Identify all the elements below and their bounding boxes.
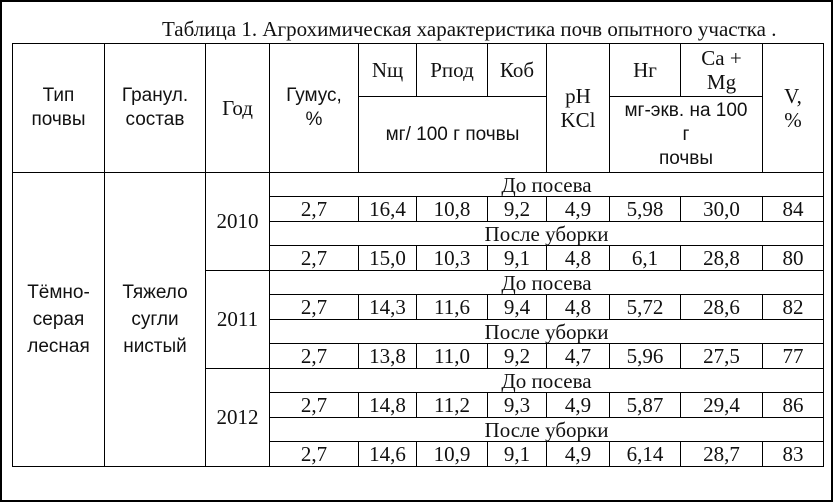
camg-value: 28,6 [681, 295, 763, 320]
p-value: 11,6 [417, 295, 488, 320]
k-value: 9,2 [488, 197, 547, 222]
n-value: 14,6 [359, 442, 417, 467]
k-value: 9,4 [488, 295, 547, 320]
v-value: 84 [763, 197, 824, 222]
hg-value: 5,96 [610, 344, 681, 369]
stage-label: После уборки [270, 418, 824, 442]
p-value: 11,0 [417, 344, 488, 369]
v-value: 77 [763, 344, 824, 369]
humus-value: 2,7 [270, 246, 359, 271]
ph-value: 4,8 [547, 295, 610, 320]
n-value: 14,3 [359, 295, 417, 320]
camg-value: 30,0 [681, 197, 763, 222]
n-value: 13,8 [359, 344, 417, 369]
hg-value: 5,72 [610, 295, 681, 320]
k-value: 9,2 [488, 344, 547, 369]
n-value: 14,8 [359, 393, 417, 418]
p-value: 10,3 [417, 246, 488, 271]
header-year: Год [206, 44, 270, 173]
hg-value: 6,1 [610, 246, 681, 271]
header-n: Nщ [359, 44, 417, 97]
ph-value: 4,9 [547, 197, 610, 222]
stage-label: До посева [270, 271, 824, 295]
hg-value: 5,98 [610, 197, 681, 222]
year-cell: 2010 [206, 173, 270, 271]
granulometry-cell: Тяжело сугли нистый [105, 173, 206, 467]
hg-value: 6,14 [610, 442, 681, 467]
header-camg: Ca + Mg [681, 44, 763, 97]
k-value: 9,1 [488, 442, 547, 467]
ph-value: 4,8 [547, 246, 610, 271]
stage-label: После уборки [270, 320, 824, 344]
ph-value: 4,7 [547, 344, 610, 369]
header-humus: Гумус, % [270, 44, 359, 173]
stage-row [13, 173, 824, 197]
header-k: Коб [488, 44, 547, 97]
camg-value: 28,8 [681, 246, 763, 271]
header-p: Рпод [417, 44, 488, 97]
table-caption: Таблица 1. Агрохимическая характеристика почв опытного участка . [162, 17, 777, 41]
header-row-1 [13, 44, 824, 97]
agrochemical-table [12, 43, 824, 467]
year-cell: 2012 [206, 369, 270, 467]
hg-value: 5,87 [610, 393, 681, 418]
stage-label: До посева [270, 173, 824, 197]
header-granulometry: Гранул. состав [105, 44, 206, 173]
humus-value: 2,7 [270, 442, 359, 467]
n-value: 16,4 [359, 197, 417, 222]
v-value: 83 [763, 442, 824, 467]
header-unit-mgekv: мг-экв. на 100 г почвы [610, 97, 763, 173]
v-value: 86 [763, 393, 824, 418]
ph-value: 4,9 [547, 442, 610, 467]
k-value: 9,3 [488, 393, 547, 418]
ph-value: 4,9 [547, 393, 610, 418]
header-v: V, % [763, 44, 824, 173]
header-ph: pH KCl [547, 44, 610, 173]
humus-value: 2,7 [270, 393, 359, 418]
p-value: 11,2 [417, 393, 488, 418]
humus-value: 2,7 [270, 344, 359, 369]
v-value: 82 [763, 295, 824, 320]
camg-value: 29,4 [681, 393, 763, 418]
camg-value: 27,5 [681, 344, 763, 369]
header-soil-type: Тип почвы [13, 44, 105, 173]
header-unit-mg: мг/ 100 г почвы [359, 97, 547, 173]
humus-value: 2,7 [270, 295, 359, 320]
v-value: 80 [763, 246, 824, 271]
stage-label: До посева [270, 369, 824, 393]
p-value: 10,9 [417, 442, 488, 467]
humus-value: 2,7 [270, 197, 359, 222]
n-value: 15,0 [359, 246, 417, 271]
header-hg: Нг [610, 44, 681, 97]
stage-label: После уборки [270, 222, 824, 246]
year-cell: 2011 [206, 271, 270, 369]
p-value: 10,8 [417, 197, 488, 222]
k-value: 9,1 [488, 246, 547, 271]
soil-type-cell: Тёмно- серая лесная [13, 173, 105, 467]
camg-value: 28,7 [681, 442, 763, 467]
